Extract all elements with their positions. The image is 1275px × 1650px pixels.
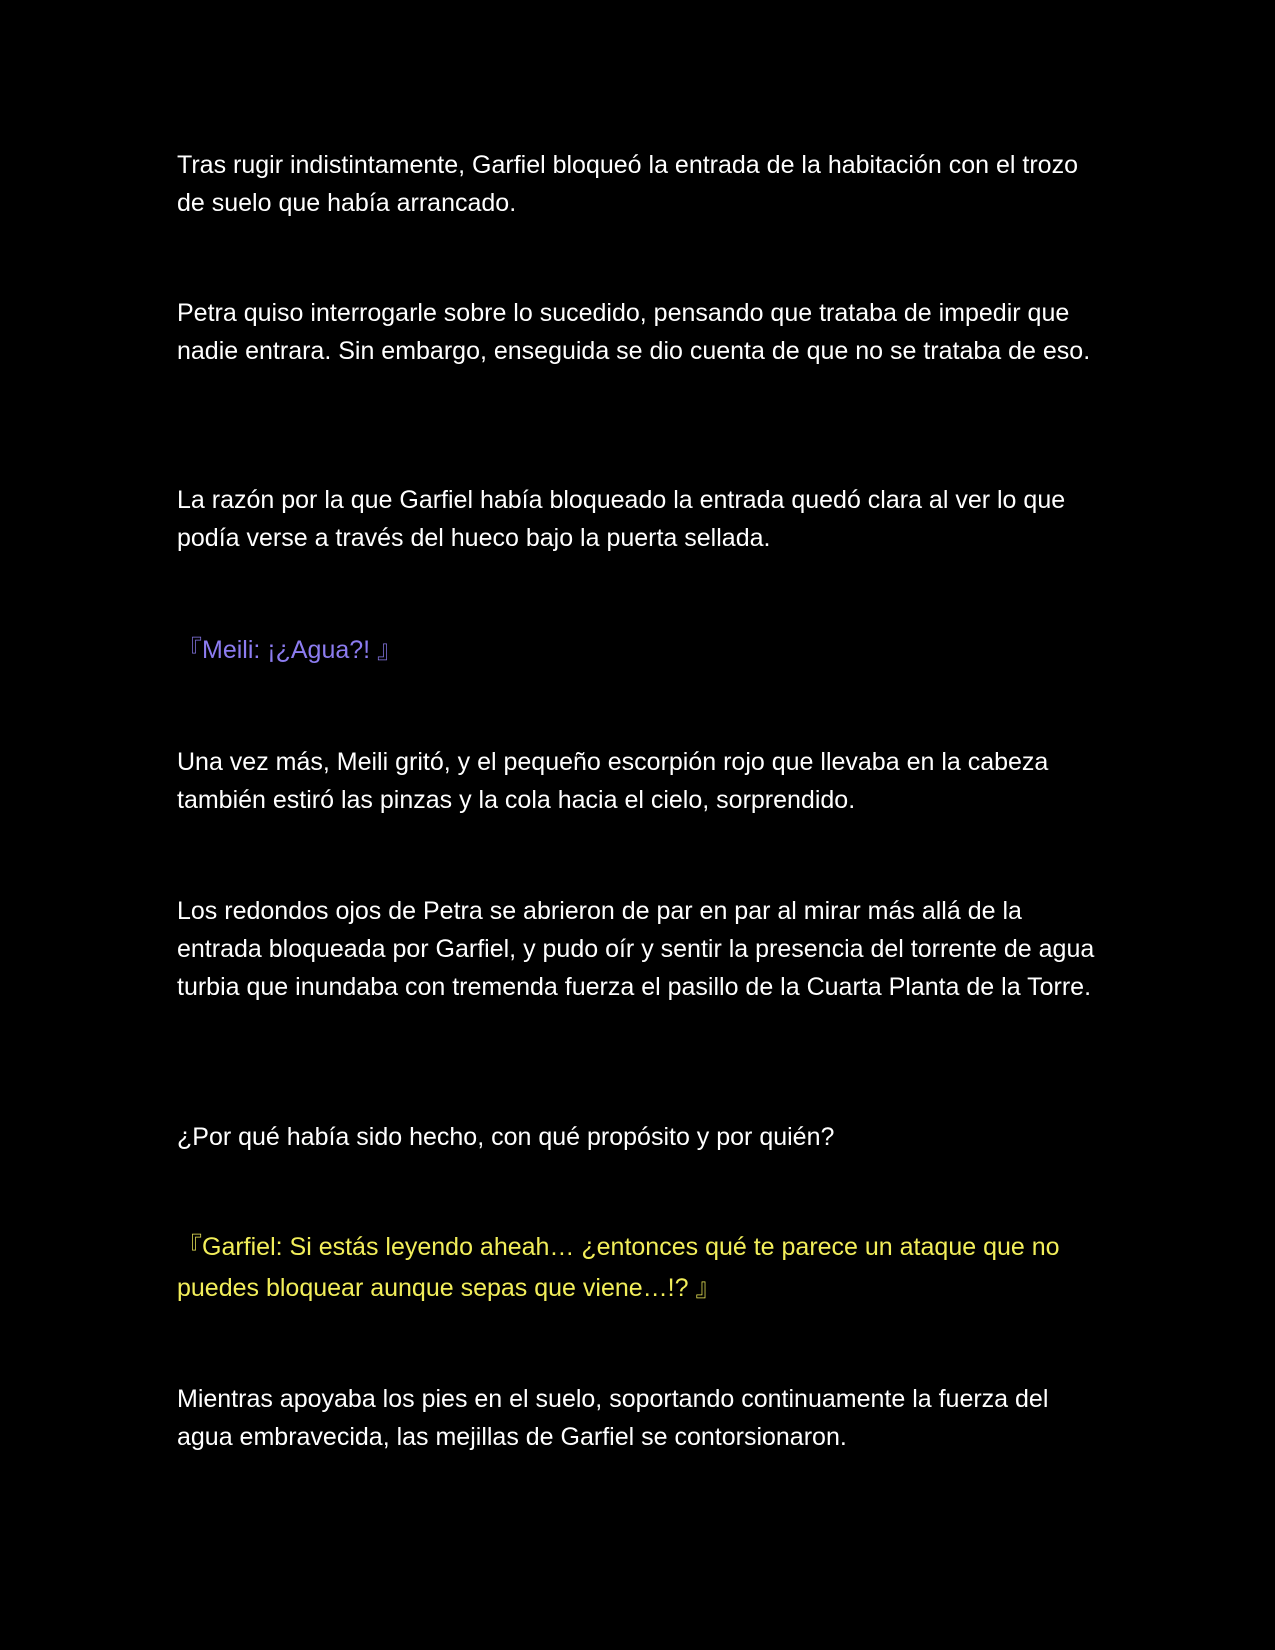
paragraph-7: Mientras apoyaba los pies en el suelo, soportando continuamente la fuerza del agua embravecida, las mejillas de Garfiel se contorsionaron.	[177, 1385, 1049, 1451]
paragraph-5: Los redondos ojos de Petra se abrieron de par en par al mirar más allá de la entrada bloqueada por Garfiel, y pudo oír y sentir la presencia del torrente de agua turbia que inundaba con tremenda fuerza el pasillo de la Cuarta Planta de la Torre.	[177, 897, 1095, 1001]
paragraph-6: ¿Por qué había sido hecho, con qué propósito y por quién?	[177, 1123, 835, 1151]
dialogue-garfiel: 『Garfiel: Si estás leyendo aheah… ¿entonces qué te parece un ataque que no puedes bloquear aunque sepas que viene…!? 』	[177, 1233, 1060, 1302]
paragraph-4: Una vez más, Meili gritó, y el pequeño escorpión rojo que llevaba en la cabeza también estiró las pinzas y la cola hacia el cielo, sorprendido.	[177, 748, 1049, 814]
paragraph-1: Tras rugir indistintamente, Garfiel bloqueó la entrada de la habitación con el trozo de suelo que había arrancado.	[177, 151, 1078, 217]
paragraph-3: La razón por la que Garfiel había bloqueado la entrada quedó clara al ver lo que podía verse a través del hueco bajo la puerta sellada.	[177, 486, 1066, 552]
paragraph-2: Petra quiso interrogarle sobre lo sucedido, pensando que trataba de impedir que nadie entrara. Sin embargo, enseguida se dio cuenta de que no se trataba de eso.	[177, 299, 1091, 365]
dialogue-meili: 『Meili: ¡¿Agua?! 』	[177, 636, 403, 664]
